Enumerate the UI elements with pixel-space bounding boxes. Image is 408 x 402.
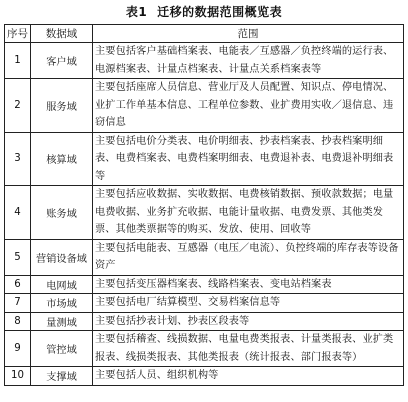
row-domain: 核算域 <box>31 132 93 186</box>
header-domain: 数据域 <box>31 25 93 43</box>
table-row <box>5 79 404 133</box>
row-seq: 7 <box>5 294 31 313</box>
row-seq: 8 <box>5 312 31 331</box>
table-caption <box>0 0 408 24</box>
row-seq: 4 <box>5 186 31 240</box>
table-row <box>5 186 404 240</box>
caption-title: 迁移的数据范围概览表 <box>157 5 283 19</box>
row-seq: 9 <box>5 331 31 367</box>
caption-number: 表1 <box>125 5 148 19</box>
row-seq: 5 <box>5 239 31 275</box>
row-scope: 主要包括座席人员信息、营业厅及人员配置、知识点、停电情况、业扩工作单基本信息、工程单位参数、业扩费用实收／退信息、违窃信息 <box>93 79 404 133</box>
row-domain: 管控域 <box>31 331 93 367</box>
row-seq: 10 <box>5 367 31 386</box>
row-scope: 主要包括变压器档案表、线路档案表、变电站档案表 <box>93 275 404 294</box>
table-row <box>5 294 404 313</box>
table-row <box>5 43 404 79</box>
table-row <box>5 367 404 386</box>
table-row <box>5 239 404 275</box>
row-scope: 主要包括电能表、互感器（电压／电流）、负控终端的库存表等设备资产 <box>93 239 404 275</box>
row-scope: 主要包括稽查、线损数据、电量电费类报表、计量类报表、业扩类报表、线损类报表、其他类报表（统计报表、部门报表等） <box>93 331 404 367</box>
table-header-row <box>5 25 404 43</box>
row-scope: 主要包括客户基础档案表、电能表／互感器／负控终端的运行表、电源档案表、计量点档案表、计量点关系档案表等 <box>93 43 404 79</box>
row-seq: 2 <box>5 79 31 133</box>
row-domain: 客户域 <box>31 43 93 79</box>
row-scope: 主要包括电厂结算模型、交易档案信息等 <box>93 294 404 313</box>
row-domain: 营销设备域 <box>31 239 93 275</box>
row-domain: 电网域 <box>31 275 93 294</box>
table-row <box>5 275 404 294</box>
row-seq: 6 <box>5 275 31 294</box>
row-domain: 支撑域 <box>31 367 93 386</box>
row-domain: 市场域 <box>31 294 93 313</box>
row-domain: 量测域 <box>31 312 93 331</box>
table-row <box>5 132 404 186</box>
table-row <box>5 331 404 367</box>
row-domain: 账务域 <box>31 186 93 240</box>
header-seq: 序号 <box>5 25 31 43</box>
row-seq: 3 <box>5 132 31 186</box>
data-scope-table <box>4 24 404 386</box>
row-seq: 1 <box>5 43 31 79</box>
table-row <box>5 312 404 331</box>
row-scope: 主要包括人员、组织机构等 <box>93 367 404 386</box>
row-scope: 主要包括应收数据、实收数据、电费核销数据、预收款数据；电量电费收据、业务扩充收据、电能计量收据、电费发票、其他类发票、其他类票据等的购买、发放、使用、回收等 <box>93 186 404 240</box>
row-domain: 服务域 <box>31 79 93 133</box>
header-scope: 范围 <box>93 25 404 43</box>
row-scope: 主要包括抄表计划、抄表区段表等 <box>93 312 404 331</box>
row-scope: 主要包括电价分类表、电价明细表、抄表档案表、抄表档案明细表、电费档案表、电费档案明细表、电费退补表、电费退补明细表等 <box>93 132 404 186</box>
